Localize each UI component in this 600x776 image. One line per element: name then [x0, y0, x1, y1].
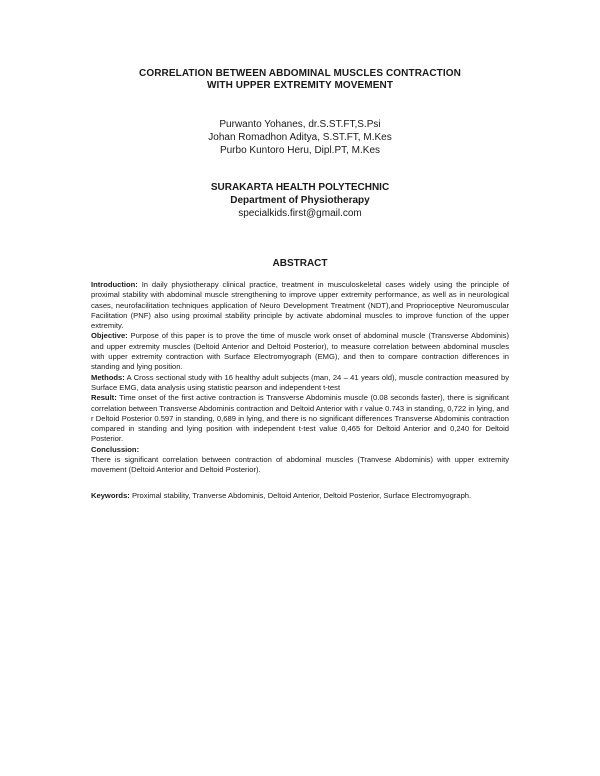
result-text: Time onset of the first active contraction is Transverse Abdominis muscle (0.08 seconds faster), there is significant correlation between Transverse Abdominis contraction and Deltoid Anterior with r value 0.743 in standing, 0,722 in lying, and r Deltoid Posterior 0.597 in standing, 0,689 in lying, and there is no significant differences Transverse Abdominis contraction compared in standing and lying position with independent t-test value 0,465 for Deltoid Anterior and 0,240 for Deltoid Posterior.: [91, 393, 509, 444]
introduction-label: Introduction:: [91, 280, 138, 289]
conclusion-label: Conclussion:: [91, 444, 140, 454]
affiliation-block: [80, 181, 520, 220]
title-line-1: CORRELATION BETWEEN ABDOMINAL MUSCLES CONTRACTION: [139, 68, 461, 79]
abstract-heading: ABSTRACT: [272, 258, 328, 269]
institution-name: SURAKARTA HEALTH POLYTECHNIC: [210, 182, 390, 193]
keywords-label: Keywords:: [91, 491, 130, 500]
result-label: Result:: [91, 393, 117, 403]
abstract-body: [91, 280, 509, 476]
methods-label: Methods:: [91, 372, 125, 382]
objective-text: Purpose of this paper is to prove the time of muscle work onset of abdominal muscle (Transverse Abdominis) and upper extremity muscles (Deltoid Anterior and Deltoid Posterior), to measure correlation between abdominal muscles with upper extremity contraction with Surface Electromyograph (EMG), and then to compare contraction differences in standing and lying position.: [91, 331, 509, 372]
introduction-text: In daily physiotherapy clinical practice, treatment in musculoskeletal cases widely using the principle of proximal stability with abdominal muscle strengthening to improve upper extremity performance, as well as in neurological cases, neurofacilitation techniques application of Neuro Development Treatment (NDT),and Proprioceptive Neuromuscular Facilitation (PNF) also using proximal stability principle by activate abdominal muscles to improve function of the upper extremity.: [91, 280, 509, 331]
author-name: Purbo Kuntoro Heru, Dipl.PT, M.Kes: [219, 145, 381, 156]
title-line-2: WITH UPPER EXTREMITY MOVEMENT: [206, 80, 394, 91]
keywords-text: Proximal stability, Tranverse Abdominis, Deltoid Anterior, Deltoid Posterior, Surface Electromyograph.: [129, 491, 472, 500]
methods-text: A Cross sectional study with 16 healthy adult subjects (man, 24 – 41 years old), muscle contraction measured by Surface EMG, data analysis using statistic pearson and independent t-test: [91, 372, 509, 392]
contact-email: specialkids.first@gmail.com: [238, 208, 362, 219]
abstract-conclusion-label-line: [91, 445, 509, 455]
abstract-conclusion: There is significant correlation between contraction of abdominal muscles (Tranvese Abdominis) with upper extremity movement (Deltoid Anterior and Deltoid Posterior).: [91, 455, 509, 475]
paper-title: [80, 68, 520, 92]
abstract-introduction: [91, 280, 509, 331]
abstract-result: [91, 393, 509, 444]
department-name: Department of Physiotherapy: [230, 195, 370, 206]
keywords-block: [91, 491, 509, 501]
author-list: [80, 118, 520, 157]
author-name: Johan Romadhon Aditya, S.ST.FT, M.Kes: [208, 132, 392, 143]
author-name: Purwanto Yohanes, dr.S.ST.FT,S.Psi: [219, 119, 381, 130]
abstract-objective: [91, 331, 509, 372]
objective-label: Objective:: [91, 331, 128, 341]
abstract-methods: [91, 373, 509, 394]
